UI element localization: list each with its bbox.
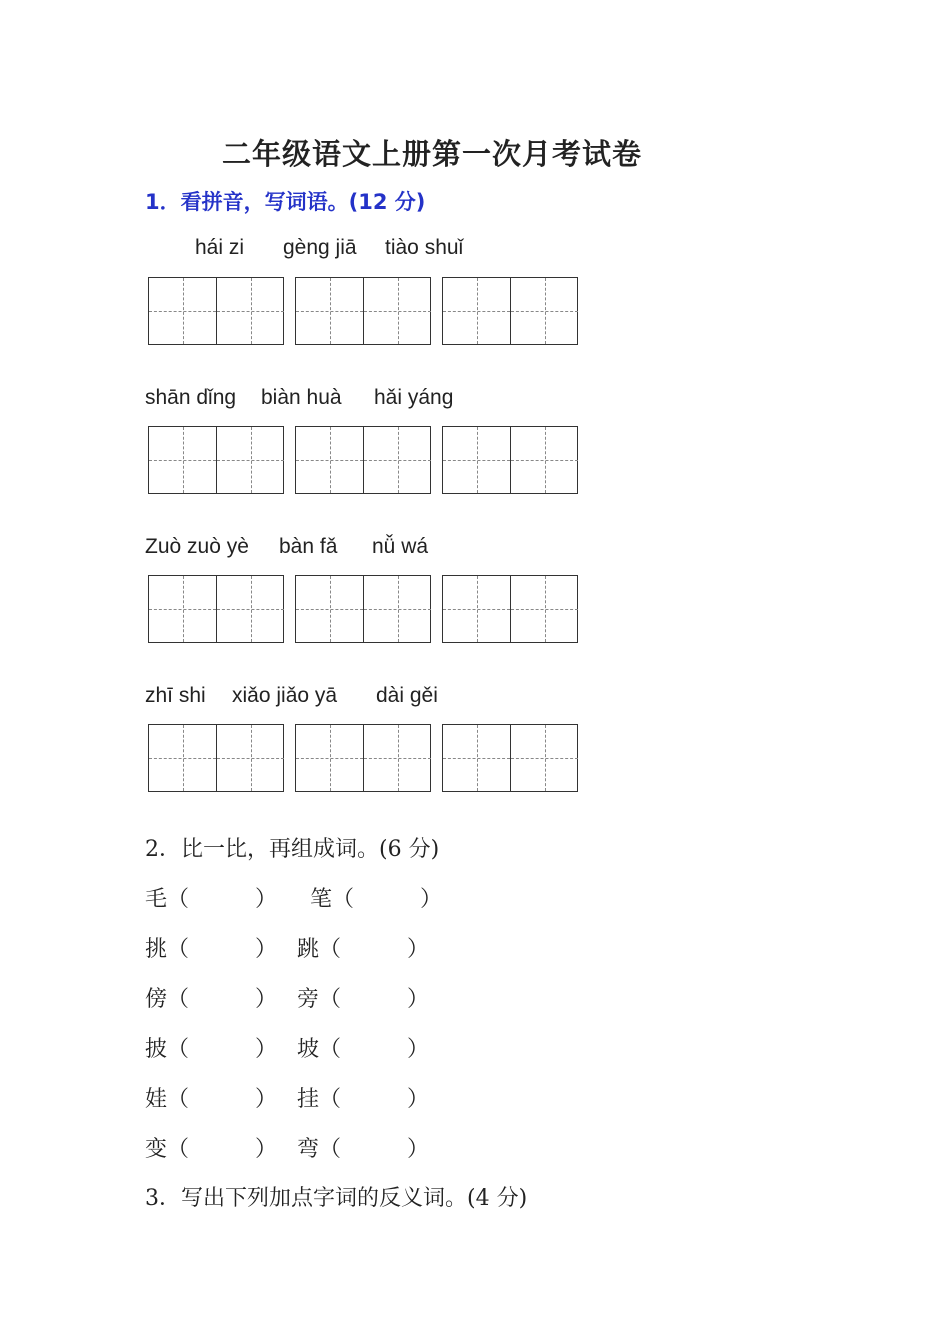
- compare-pair-row: [145, 932, 545, 962]
- pinyin-label: shān dǐng: [145, 386, 237, 409]
- pinyin-row-3: [145, 535, 645, 565]
- writing-grid-row-1: [148, 277, 580, 347]
- pinyin-label: biàn huà: [261, 386, 342, 409]
- pinyin-row-2: [145, 386, 645, 416]
- compare-pair-row: [145, 1082, 545, 1112]
- word-box[interactable]: [148, 724, 284, 792]
- compare-item[interactable]: 跳（ ）: [297, 937, 430, 962]
- writing-grid-row-2: [148, 426, 580, 496]
- compare-item[interactable]: 傍（ ）: [145, 987, 278, 1012]
- compare-pair-row: [145, 1132, 545, 1162]
- pinyin-label: hái zi: [195, 236, 245, 259]
- compare-item[interactable]: 坡（ ）: [297, 1037, 430, 1062]
- compare-item[interactable]: 变（ ）: [145, 1137, 278, 1162]
- compare-item[interactable]: 披（ ）: [145, 1037, 278, 1062]
- word-box[interactable]: [148, 575, 284, 643]
- compare-item[interactable]: 旁（ ）: [297, 987, 430, 1012]
- pinyin-label: hǎi yáng: [374, 386, 454, 409]
- writing-grid-row-3: [148, 575, 580, 645]
- pinyin-row-4: [145, 684, 645, 714]
- question-1-heading: 1．看拼音，写词语。(12 分): [145, 190, 426, 214]
- compare-item[interactable]: 笔（ ）: [310, 887, 443, 912]
- writing-grid-row-4: [148, 724, 580, 794]
- word-box[interactable]: [148, 426, 284, 494]
- compare-item[interactable]: 弯（ ）: [297, 1137, 430, 1162]
- pinyin-label: xiǎo jiǎo yā: [232, 684, 338, 707]
- compare-item[interactable]: 娃（ ）: [145, 1087, 278, 1112]
- word-box[interactable]: [442, 277, 578, 345]
- pinyin-label: nǚ wá: [372, 535, 429, 558]
- pinyin-label: gèng jiā: [283, 236, 357, 259]
- compare-pair-row: [145, 882, 545, 912]
- pinyin-row-1: [145, 236, 645, 266]
- pinyin-label: tiào shuǐ: [385, 236, 464, 259]
- word-box[interactable]: [148, 277, 284, 345]
- word-box[interactable]: [442, 426, 578, 494]
- compare-item[interactable]: 挑（ ）: [145, 937, 278, 962]
- question-2-heading: 2．比一比，再组成词。(6 分): [145, 837, 440, 862]
- word-box[interactable]: [295, 277, 431, 345]
- pinyin-label: bàn fǎ: [279, 535, 338, 558]
- word-box[interactable]: [442, 575, 578, 643]
- pinyin-label: dài gěi: [376, 684, 438, 707]
- compare-pair-row: [145, 982, 545, 1012]
- word-box[interactable]: [295, 724, 431, 792]
- word-box[interactable]: [295, 575, 431, 643]
- compare-item[interactable]: 挂（ ）: [297, 1087, 430, 1112]
- word-box[interactable]: [442, 724, 578, 792]
- compare-item[interactable]: 毛（ ）: [145, 887, 278, 912]
- compare-pair-row: [145, 1032, 545, 1062]
- page-title: 二年级语文上册第一次月考试卷: [221, 137, 642, 171]
- question-3-heading: 3．写出下列加点字词的反义词。(4 分): [145, 1186, 528, 1211]
- pinyin-label: zhī shi: [145, 684, 206, 707]
- pinyin-label: Zuò zuò yè: [145, 535, 249, 558]
- word-box[interactable]: [295, 426, 431, 494]
